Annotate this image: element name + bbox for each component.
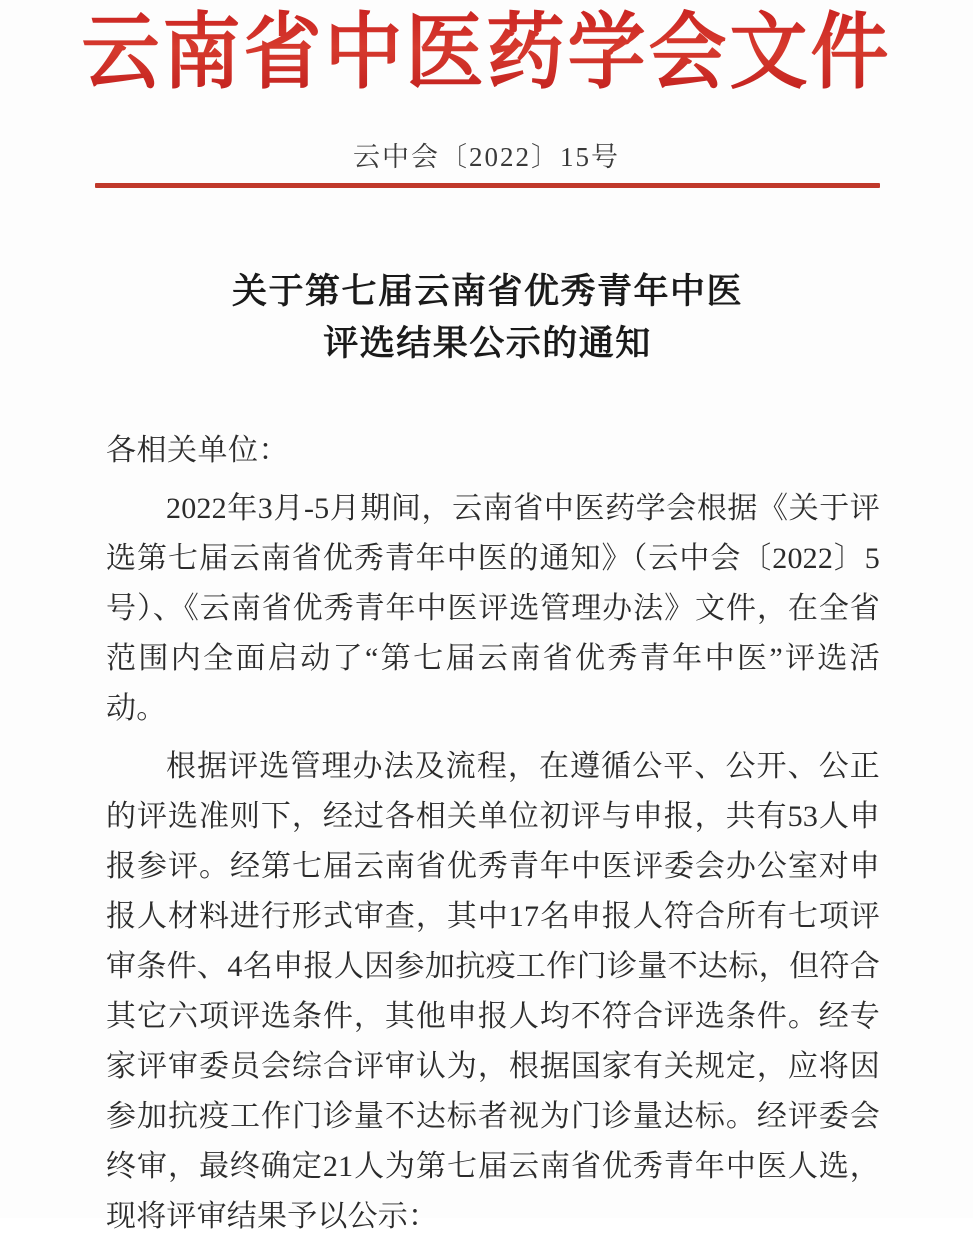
document-title: [95, 266, 880, 370]
red-separator-rule: [95, 183, 880, 188]
organization-title: 云南省中医药学会文件: [81, 2, 891, 104]
document-title-line-1: 关于第七届云南省优秀青年中医: [231, 272, 743, 311]
masthead: [0, 2, 973, 98]
salutation: 各相关单位：: [106, 434, 289, 467]
document-serial-number: 云中会〔2022〕15号: [353, 142, 620, 172]
body-paragraph-2: 根据评选管理办法及流程，在遵循公平、公开、公正的评选准则下，经过各相关单位初评与申报，共有53人申报参评。经第七届云南省优秀青年中医评委会办公室对申报人材料进行形式审查，其中17名申报人符合所有七项评审条件、4名申报人因参加抗疫工作门诊量不达标，但符合其它六项评选条件，其他申报人均不符合评选条件。经专家评审委员会综合评审认为，根据国家有关规定，应将因参加抗疫工作门诊量不达标者视为门诊量达标。经评委会终审，最终确定21人为第七届云南省优秀青年中医人选，现将评审结果予以公示：: [106, 750, 880, 1233]
document-body: [106, 426, 880, 1250]
body-paragraph-1: 2022年3月-5月期间，云南省中医药学会根据《关于评选第七届云南省优秀青年中医的通知》（云中会〔2022〕5号）、《云南省优秀青年中医评选管理办法》文件，在全省范围内全面启动了“第七届云南省优秀青年中医”评选活动。: [106, 492, 880, 725]
document-title-line-2: 评选结果公示的通知: [323, 324, 652, 363]
